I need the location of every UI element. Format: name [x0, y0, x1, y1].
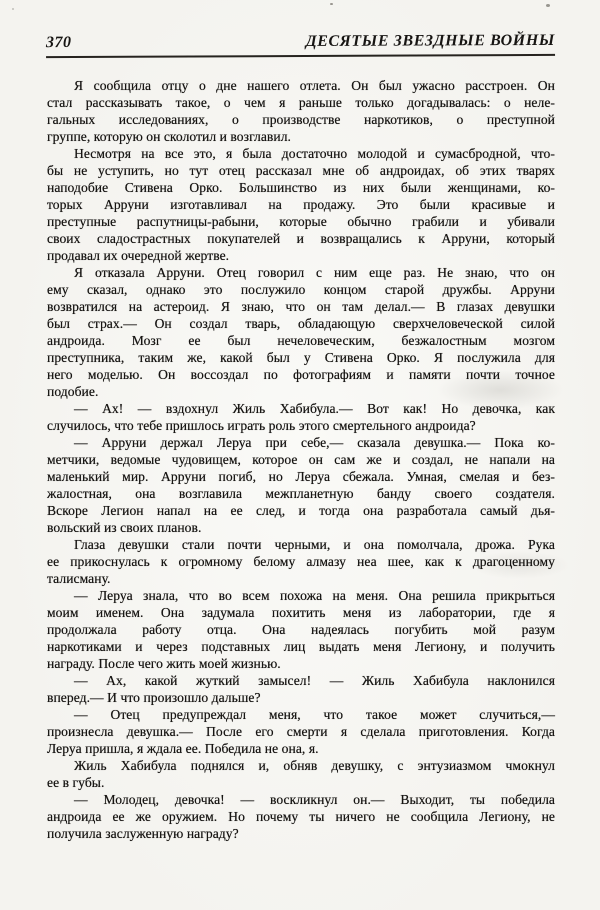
text-line: ее прикоснулась к огромному белому алмазу неа шее, как к драгоценному [47, 554, 555, 569]
paragraph [47, 757, 555, 791]
text-line: вольский из своих планов. [47, 520, 202, 535]
paragraph [47, 536, 555, 587]
text-line: преступника, таким же, какой был у Стивена Орко. Я послужила для [47, 350, 555, 365]
text-line: ему сказал, однако это послужило концом старой дружбы. Арруни [47, 282, 555, 297]
text-line: Несмотря на все это, я была достаточно молодой и сумасбродной, что- [74, 146, 555, 161]
running-title: ДЕСЯТЫЕ ЗВЕЗДНЫЕ ВОЙНЫ [305, 31, 556, 50]
text-line: Вскоре Легион напал на ее след, и тогда она разработала самый дья- [47, 503, 555, 518]
text-line: маленький мир. Арруни погиб, но Леруа сбежала. Умная, смелая и без- [47, 469, 555, 484]
text-line: талисману. [47, 571, 111, 586]
text-line: андроида. Мозг ее был нечеловеческим, безжалостным мозгом [47, 333, 555, 348]
text-line: ее в губы. [47, 775, 105, 790]
text-line: жалостная, она возглавила межпланетную банду своего создателя. [47, 486, 555, 501]
text-line: получила заслуженную награду? [47, 826, 239, 841]
paragraph [47, 791, 555, 842]
page-number: 370 [45, 33, 72, 52]
text-line: наркотиками и через подставных лиц выдать меня Легиону, и получить [47, 639, 555, 654]
text-line: вперед.— И что произошло дальше? [47, 690, 261, 705]
text-line: Я сообщила отцу о дне нашего отлета. Он был ужасно расстроен. Он [74, 78, 555, 93]
text-line: моим именем. Она задумала похитить меня из лаборатории, где я [47, 605, 555, 620]
paragraph [47, 587, 555, 672]
text-line: был страх.— Он создал тварь, обладающую сверхчеловеческой силой [47, 316, 555, 331]
text-line: Я отказала Арруни. Отец говорил с ним еще раз. Не знаю, что он [74, 265, 555, 280]
text-line: гальных исследованиях, о производстве наркотиков, о преступной [47, 112, 555, 127]
text-line: преступные распутницы-рабыни, которые обычно грабили и убивали [47, 214, 555, 229]
text-line: группе, которую он сколотил и возглавил. [47, 129, 292, 144]
scan-noise-speck [330, 3, 333, 5]
text-line: торых Арруни изготавливал на продажу. Это были красивые и [47, 197, 555, 212]
scan-noise-speck [546, 4, 550, 7]
page-body [47, 77, 555, 842]
text-line: подобие. [47, 384, 99, 399]
text-line: андроида ее же оружием. Но почему ты ничего не сообщила Легиону, не [47, 809, 555, 824]
text-line: метчики, ведомые чудовищем, которое он сам же и создал, не напали на [47, 452, 555, 467]
text-line: наподобие Стивена Орко. Большинство из них были женщинами, ко- [47, 180, 555, 195]
text-line: Глаза девушки стали почти черными, и она помолчала, дрожа. Рука [74, 537, 555, 552]
paragraph [47, 264, 555, 400]
text-line: Жиль Хабибула поднялся и, обняв девушку, с энтузиазмом чмокнул [74, 758, 555, 773]
text-line: — Арруни держал Леруа при себе,— сказала девушка.— Пока ко- [74, 435, 555, 450]
text-line: — Ах, какой жуткий замысел! — Жиль Хабибула наклонился [74, 673, 555, 688]
text-line: стал рассказывать такое, о чем я раньше только догадывалась: о неле- [47, 95, 555, 110]
text-line: — Молодец, девочка! — воскликнул он.— Выходит, ты победила [74, 792, 555, 807]
text-line: — Леруа знала, что во всем похожа на меня. Она решила прикрыться [74, 588, 555, 603]
text-line: случилось, что тебе пришлось играть роль этого смертельного андроида? [47, 418, 476, 433]
text-line: бы не уступить, но тут отец рассказал мне об андроидах, об этих тварях [47, 163, 555, 178]
text-line: Леруа пришла, я ждала ее. Победила не она, я. [47, 741, 319, 756]
text-line: него моделью. Он воссоздал по фотографиям и памяти почти точное [47, 367, 555, 382]
scan-noise-speck [12, 8, 14, 10]
paragraph [47, 672, 555, 706]
text-line: продолжала работу отца. Она надеялась погубить мой разум [47, 622, 555, 637]
text-line: награду. После чего жить моей жизнью. [47, 656, 281, 671]
paragraph [47, 77, 555, 145]
text-line: произнесла девушка.— После его смерти я сделала приготовления. Когда [47, 724, 555, 739]
text-line: продавал их очередной жертве. [47, 248, 230, 263]
page-header [46, 32, 555, 58]
text-line: своих сладострастных покупателей и возвращались к Арруни, который [47, 231, 555, 246]
paragraph [47, 434, 555, 536]
text-line: — Ах! — вздохнул Жиль Хабибула.— Вот как! Но девочка, как [74, 401, 555, 416]
paragraph [47, 706, 555, 757]
text-line: возвратился на астероид. Я знаю, что он там делал.— В глазах девушки [47, 299, 555, 314]
paragraph [47, 400, 555, 434]
paragraph [47, 145, 555, 264]
text-line: — Отец предупреждал меня, что такое может случиться,— [74, 707, 555, 722]
